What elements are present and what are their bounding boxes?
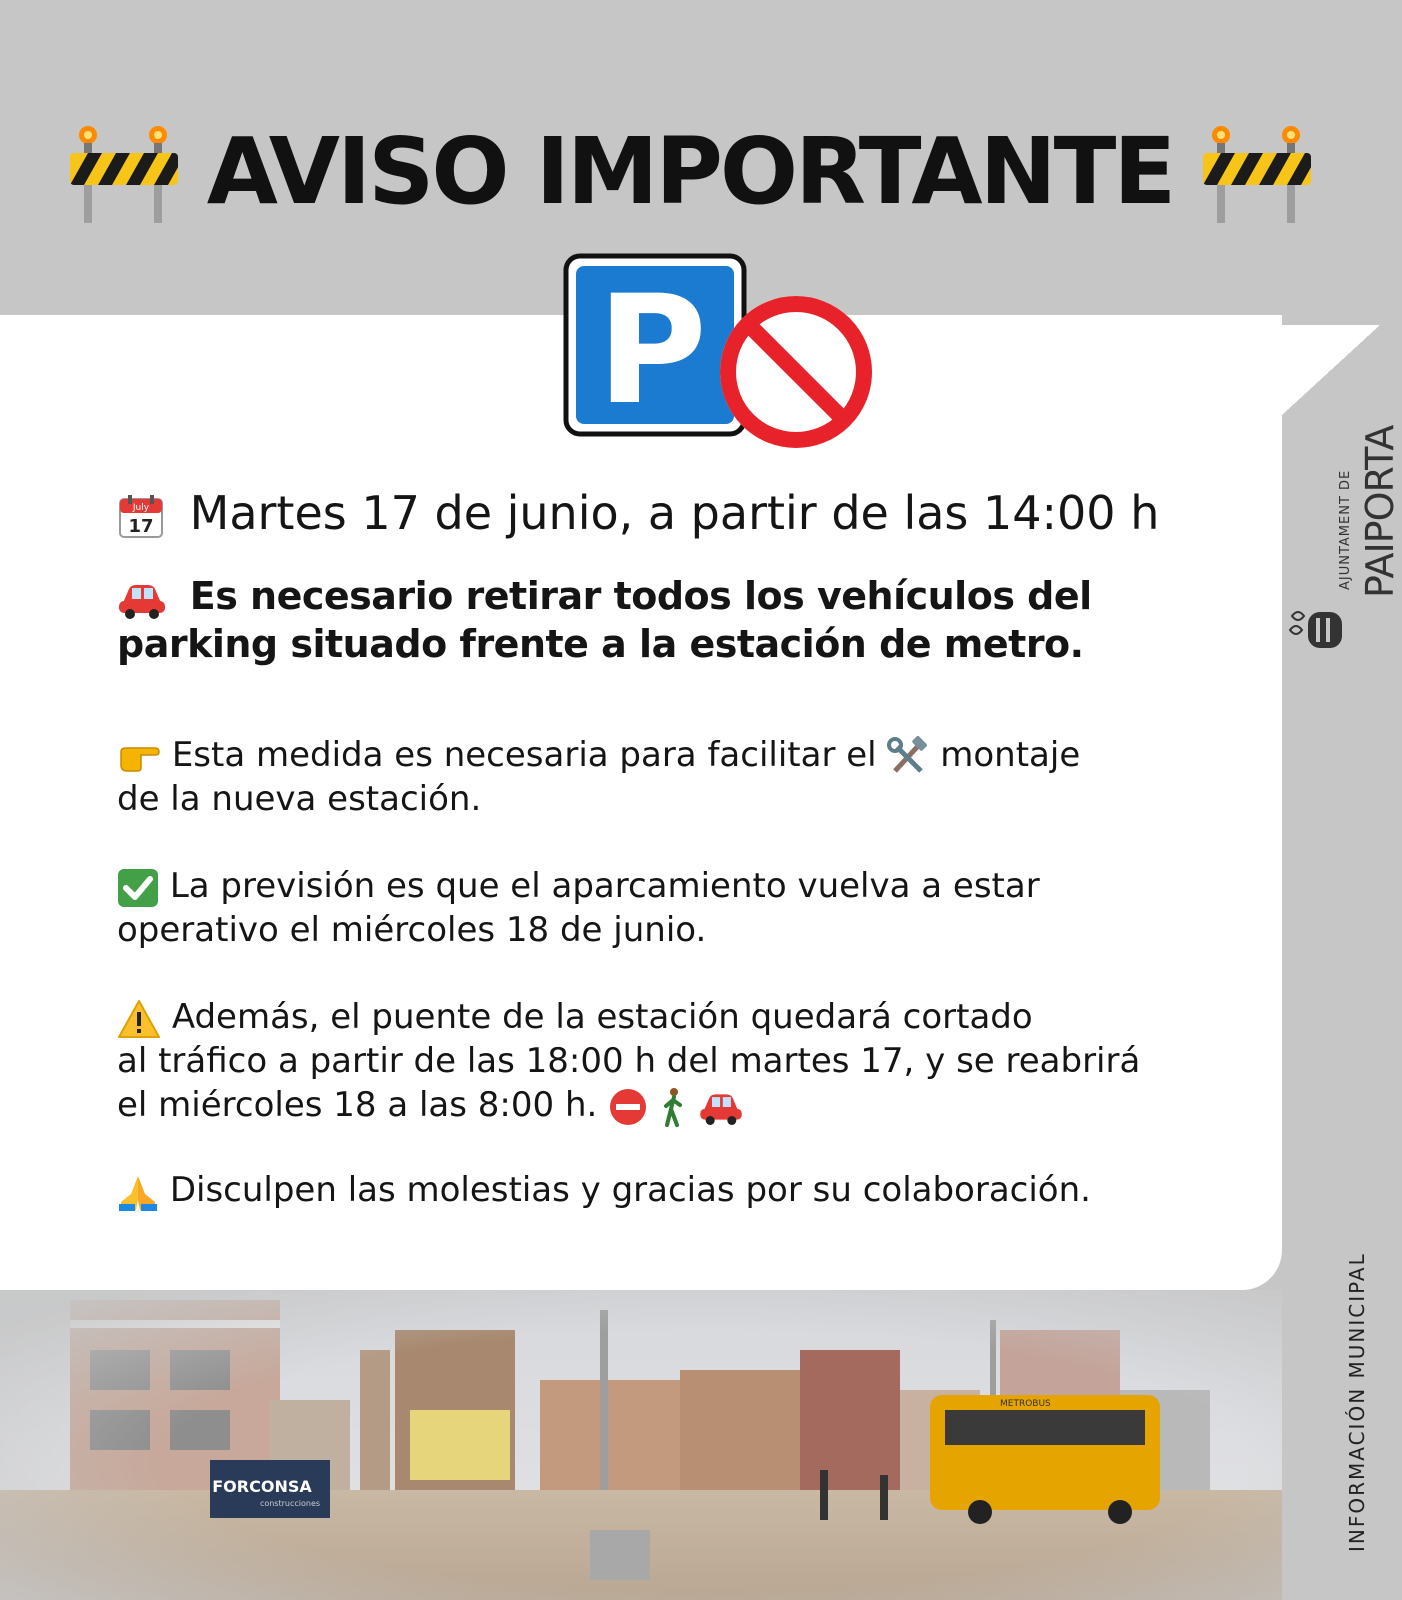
p4-text: Disculpen las molestias y gracias por su colaboración. (169, 1170, 1091, 1210)
date-line (117, 486, 1159, 541)
check-mark-icon (117, 868, 159, 908)
prohibited-icon (720, 296, 872, 448)
logo-small-text: AJUNTAMENT DE (1338, 469, 1353, 590)
paragraph-measure (117, 733, 1080, 821)
parking-letter: P (597, 264, 707, 438)
no-entry-icon (608, 1087, 648, 1127)
warning-icon (117, 999, 161, 1039)
main-notice (117, 572, 1092, 668)
car-icon (698, 1089, 744, 1125)
p2-line1: La previsión es que el aparcamiento vuelva a estar (169, 866, 1040, 906)
paragraph-bridge (117, 995, 1140, 1127)
p3-line1: Además, el puente de la estación quedará cortado (171, 997, 1033, 1037)
calendar-day: 17 (128, 515, 154, 537)
paragraph-forecast (117, 864, 1040, 952)
p1-line1b: montaje (940, 735, 1081, 775)
notice-line-2: parking situado frente a la estación de metro. (117, 622, 1084, 666)
calendar-month: July (132, 502, 150, 513)
car-icon (117, 579, 167, 619)
p2-line2: operativo el miércoles 18 de junio. (117, 910, 707, 950)
info-label: INFORMACIÓN MUNICIPAL (1345, 1252, 1369, 1552)
paragraph-thanks (117, 1168, 1091, 1212)
pointing-hand-icon (117, 740, 161, 774)
pedestrian-icon (659, 1087, 687, 1127)
p3-line2: al tráfico a partir de las 18:00 h del martes 17, y se reabrirá (117, 1041, 1141, 1081)
p1-line2: de la nueva estación. (117, 779, 482, 819)
town-logo (1286, 410, 1402, 655)
p1-line1a: Esta medida es necesaria para facilitar el (171, 735, 877, 775)
notice-line-1: Es necesario retirar todos los vehículos del (189, 574, 1092, 618)
page-title: AVISO IMPORTANTE (206, 118, 1174, 225)
date-text: Martes 17 de junio, a partir de las 14:00 h (189, 486, 1160, 540)
side-slant (1282, 325, 1380, 415)
tools-icon (887, 737, 929, 777)
logo-town-name: PAIPORTA (1358, 425, 1402, 598)
calendar-icon (117, 493, 165, 541)
town-crest-icon (1286, 606, 1346, 652)
parking-sign-icon (562, 252, 882, 462)
p3-line3: el miércoles 18 a las 8:00 h. (117, 1085, 598, 1125)
station-photo (0, 1290, 1282, 1600)
praying-hands-icon (117, 1172, 159, 1212)
